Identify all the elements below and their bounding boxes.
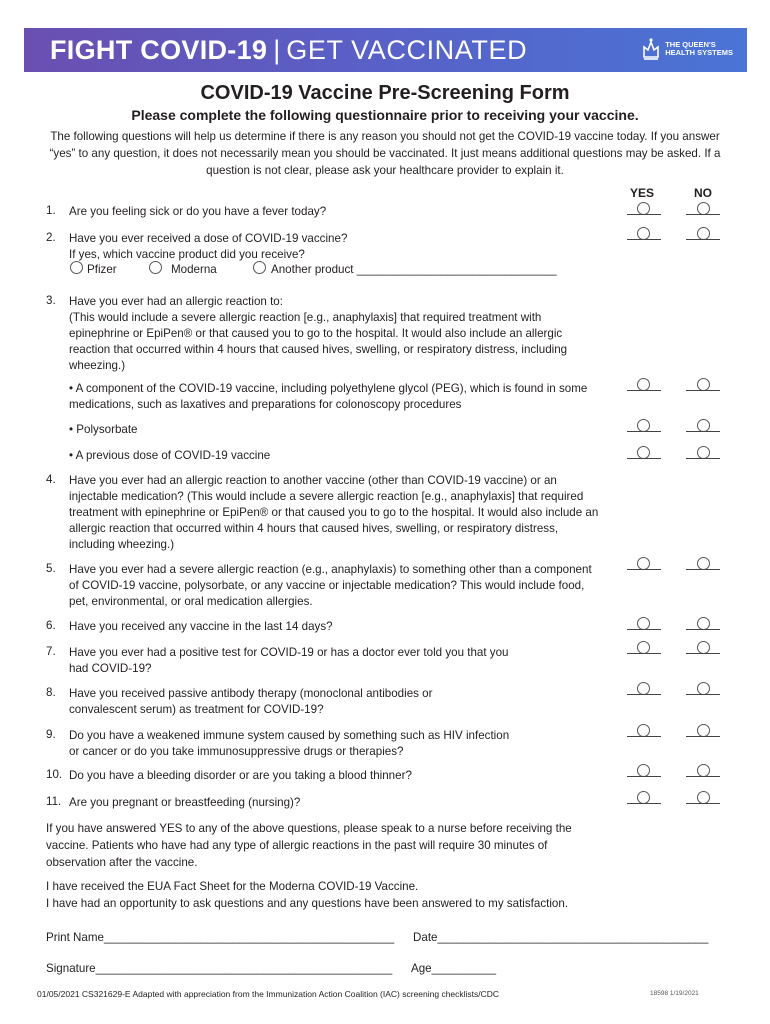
yes-answer-line <box>627 736 661 737</box>
no-answer-line <box>686 803 720 804</box>
question-number: 5. <box>46 562 56 575</box>
yes-answer-line <box>627 239 661 240</box>
question-text: Have you ever had an allergic reaction to another vaccine (other than COVID-19 vaccine) or an injectable medication? (This would include a severe allergic reaction [e.g., anaphylaxis] that required treatment with epinephrine or EpiPen® or that caused you to go to the hospital. It would also include an allergic reaction that occurred within 4 hours that caused hives, swelling, or respiratory distress, including wheezing.) <box>69 474 599 551</box>
question-text: Do you have a weakened immune system caused by something such as HIV infection or cancer or do you take immunosuppressive drugs or therapies? <box>69 729 510 758</box>
form-subtitle: Please complete the following questionnaire prior to receiving your vaccine. <box>131 107 639 123</box>
question-text: Do you have a bleeding disorder or are you taking a blood thinner? <box>69 769 412 782</box>
question-number: 11. <box>46 795 62 808</box>
sub-item-previous-dose: • A previous dose of COVID-19 vaccine <box>69 449 271 462</box>
question-number: 9. <box>46 728 56 741</box>
question-text: Have you ever received a dose of COVID-19 vaccine? If yes, which vaccine product did you receive? <box>69 232 348 261</box>
moderna-radio[interactable] <box>149 261 162 274</box>
yes-answer-line <box>627 569 661 570</box>
banner-title <box>50 35 527 65</box>
question-text: Have you ever had a positive test for COVID-19 or has a doctor ever told you that you had COVID-19? <box>69 646 509 675</box>
yes-answer-line <box>627 390 661 391</box>
no-answer-line <box>686 653 720 654</box>
no-column-header: NO <box>694 186 712 200</box>
banner-bold-text: FIGHT COVID-19 <box>50 35 268 65</box>
question-text: Have you received any vaccine in the last 14 days? <box>69 620 333 633</box>
yes-answer-line <box>627 431 661 432</box>
yes-answer-line <box>627 458 661 459</box>
question-text: Are you pregnant or breastfeeding (nursing)? <box>69 796 301 809</box>
no-answer-line <box>686 458 720 459</box>
yes-answer-line <box>627 214 661 215</box>
question-number: 4. <box>46 473 56 486</box>
no-answer-line <box>686 390 720 391</box>
crown-icon <box>641 37 661 61</box>
question-number: 3. <box>46 294 56 307</box>
form-title: COVID-19 Vaccine Pre-Screening Form <box>200 82 570 104</box>
question-number: 1. <box>46 204 56 217</box>
yes-answer-line <box>627 776 661 777</box>
moderna-label: Moderna <box>171 263 217 276</box>
no-answer-line <box>686 239 720 240</box>
sub-item-polysorbate: • Polysorbate <box>69 423 138 436</box>
question-text: Have you received passive antibody therapy (monoclonal antibodies or convalescent serum) as treatment for COVID-19? <box>69 687 433 716</box>
footer-code: 18598 1/19/2021 <box>650 990 699 997</box>
no-answer-line <box>686 694 720 695</box>
attestation-line: I have received the EUA Fact Sheet for the Moderna COVID-19 Vaccine. <box>46 880 419 893</box>
queens-logo <box>641 37 733 61</box>
print-name-field[interactable]: Print Name_____________________________________________ <box>46 931 395 944</box>
no-answer-line <box>686 629 720 630</box>
question-number: 7. <box>46 645 56 658</box>
question-number: 2. <box>46 231 56 244</box>
banner-separator: | <box>273 35 281 65</box>
another-product-radio[interactable] <box>253 261 266 274</box>
closing-text: If you have answered YES to any of the above questions, please speak to a nurse before receiving the vaccine. Patients who have had any type of allergic reactions in the past will require 30 minutes of observation after the vaccine. <box>46 822 572 869</box>
another-product-field[interactable]: Another product _______________________________ <box>271 263 557 276</box>
date-field[interactable]: Date__________________________________________ <box>413 931 709 944</box>
no-answer-line <box>686 214 720 215</box>
question-text: Have you ever had a severe allergic reaction (e.g., anaphylaxis) to something other than a component of COVID-19 vaccine, polysorbate, or any vaccine or injectable medication? This would include food, pet, environmental, or oral medication allergies. <box>69 563 592 608</box>
intro-text: The following questions will help us determine if there is any reason you should not get the COVID-19 vaccine today. If you answer “yes” to any question, it does not necessarily mean you should be vaccinated. It just means additional questions may be asked. If a question is not clear, please ask your healthcare provider to explain it. <box>49 130 721 177</box>
signature-field[interactable]: Signature______________________________________________ <box>46 962 393 975</box>
question-text: Have you ever had an allergic reaction to: (This would include a severe allergic reaction [e.g., anaphylaxis] that required treatment with epinephrine or EpiPen® or that caused you to go to the hospital. It would also include an allergic reaction that occurred within 4 hours that caused hives, swelling, or respiratory distress, including wheezing.) <box>69 295 568 372</box>
question-number: 6. <box>46 619 56 632</box>
question-number: 10. <box>46 768 63 781</box>
attestation-line: I have had an opportunity to ask questions and any questions have been answered to my satisfaction. <box>46 897 569 910</box>
yes-answer-line <box>627 803 661 804</box>
yes-answer-line <box>627 694 661 695</box>
no-answer-line <box>686 569 720 570</box>
yes-column-header: YES <box>630 186 655 200</box>
pfizer-radio[interactable] <box>70 261 83 274</box>
footer-text: 01/05/2021 CS321629-E Adapted with appreciation from the Immunization Action Coalition (IAC) screening checklists/CDC <box>37 989 500 999</box>
pfizer-label: Pfizer <box>87 263 117 276</box>
age-field[interactable]: Age__________ <box>411 962 497 975</box>
logo-line2: HEALTH SYSTEMS <box>665 48 733 57</box>
yes-answer-line <box>627 629 661 630</box>
logo-line1: THE QUEEN'S <box>665 40 716 49</box>
yes-answer-line <box>627 653 661 654</box>
banner-light-text: GET VACCINATED <box>286 35 528 65</box>
sub-item-peg: • A component of the COVID-19 vaccine, including polyethylene glycol (PEG), which is found in some medications, such as laxatives and preparations for colonoscopy procedures <box>69 382 588 411</box>
no-answer-line <box>686 736 720 737</box>
no-answer-line <box>686 776 720 777</box>
question-text: Are you feeling sick or do you have a fever today? <box>69 205 327 218</box>
header-banner <box>24 28 747 72</box>
no-answer-line <box>686 431 720 432</box>
question-number: 8. <box>46 686 56 699</box>
